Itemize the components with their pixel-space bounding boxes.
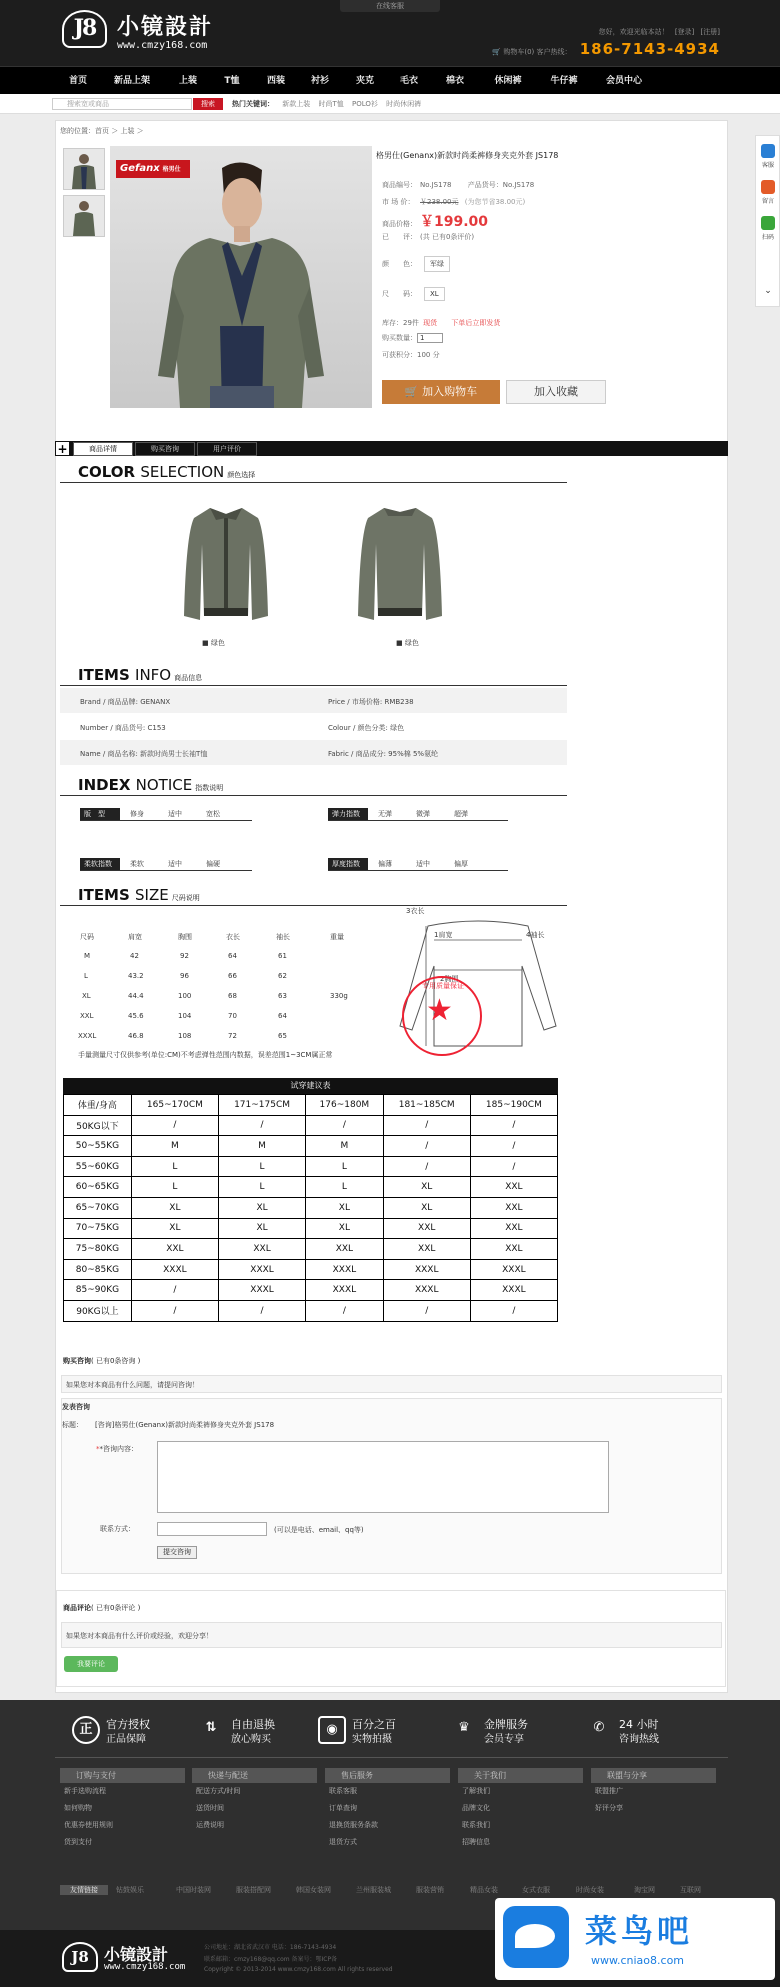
fit-cell: XXL [218, 1239, 305, 1260]
footer-link[interactable]: 如何购物 [64, 1804, 92, 1812]
phone-number: 186-7143-4934 [579, 40, 720, 58]
footer-link[interactable]: 退货方式 [329, 1838, 357, 1846]
footer-copyright: Copyright © 2013-2014 www.cmzy168.com All rights reserved [204, 1966, 393, 1973]
friend-links: 友情链接 钻鼓娱乐 中国时装网 服装搭配网 韩国女装网 兰州服装城 服装营销 精品女装 女式衣服 时尚女装 淘宝网 互联网 [60, 1880, 728, 1910]
side-service[interactable]: 客服 [759, 144, 777, 169]
fit-cell: / [470, 1300, 557, 1321]
fit-cell: 50~55KG [64, 1136, 132, 1157]
fit-cell: / [218, 1300, 305, 1321]
review-heading: 商品评论( 已有0条评论 ) [63, 1604, 141, 1612]
submit-consult-button[interactable]: 提交咨询 [157, 1546, 197, 1559]
consult-content-label: **咨询内容： [96, 1445, 138, 1453]
fit-cell: / [470, 1156, 557, 1177]
fit-row [64, 1239, 558, 1260]
footer-link[interactable]: 订单查询 [329, 1804, 357, 1812]
fit-cell: M [218, 1136, 305, 1157]
fit-row [64, 1300, 558, 1321]
bird-icon [503, 1906, 569, 1968]
footer-col-aftersale: 售后服务 联系客服 订单查询 退换货服务条款 退货方式 [325, 1768, 450, 1851]
footer-address: 公司地址：湖北省武汉市 电话：186-7143-4934 [204, 1944, 337, 1951]
size-row: XXXL 46.8 108 72 65 [78, 1032, 287, 1040]
plus-icon[interactable]: + [55, 441, 70, 456]
nav-item[interactable]: 夹克 [355, 76, 374, 86]
fit-cell: / [383, 1156, 470, 1177]
fit-cell: XL [218, 1197, 305, 1218]
qrcode-icon [761, 216, 775, 230]
fit-cell: / [470, 1115, 557, 1136]
fit-cell: XXL [470, 1218, 557, 1239]
fit-row [64, 1115, 558, 1136]
side-qrcode[interactable]: 扫码 [759, 216, 777, 241]
hot-keywords [232, 99, 421, 109]
fit-row [64, 1136, 558, 1157]
consult-content-textarea[interactable] [157, 1441, 609, 1513]
product-sku-row: 商品编号： No.JS178 产品货号：No.JS178 [382, 181, 535, 189]
fit-row [64, 1177, 558, 1198]
fit-cell: XL [131, 1218, 218, 1239]
fit-cell: XXXL [218, 1259, 305, 1280]
friend-link[interactable]: 钻鼓娱乐 [116, 1886, 144, 1894]
fit-cell: L [131, 1156, 218, 1177]
fit-table [63, 1078, 558, 1322]
friend-link[interactable]: 服装搭配网 [236, 1886, 271, 1894]
fit-table-body [64, 1095, 558, 1322]
color-row: 颜 色： 军绿 [382, 256, 450, 272]
fit-cell: / [383, 1115, 470, 1136]
authorized-icon: 正 [72, 1716, 100, 1744]
footer-col-about: 关于我们 了解我们 品牌文化 联系我们 招聘信息 [458, 1768, 583, 1851]
main-nav [0, 66, 780, 94]
fit-cell: L [131, 1177, 218, 1198]
footer-col-share: 联盟与分享 联盟推广 好评分享 [591, 1768, 716, 1817]
user-icon [761, 144, 775, 158]
fit-cell: M [131, 1136, 218, 1157]
user-links [595, 27, 720, 37]
consult-title-label: 标题： [咨询]格男仕(Genanx)新款时尚柔裤修身夹克外套 JS178 [62, 1421, 275, 1429]
search-input[interactable]: 搜索宽或商品 [52, 98, 192, 110]
hot-keyword[interactable]: 时尚T恤 [318, 100, 344, 108]
review-prompt-box: 如果您对本商品有什么评价或经验，欢迎分享！ [61, 1622, 722, 1648]
fit-cell: M [306, 1136, 384, 1157]
info-row: Number / 商品货号: C153 Colour / 颜色分类: 绿色 [60, 714, 567, 740]
sale-price-row: 商品价格： ￥199.00 [382, 214, 489, 230]
add-favorite-button[interactable]: 加入收藏 [506, 380, 606, 404]
footer-link[interactable]: 优惠券使用规则 [64, 1821, 113, 1829]
nav-item[interactable]: 首页 [68, 76, 87, 86]
chevron-down-icon[interactable]: ⌄ [764, 286, 772, 296]
color-label: ■ 绿色 [202, 639, 225, 647]
fit-cell: / [218, 1115, 305, 1136]
fit-cell: XXXL [131, 1259, 218, 1280]
section-size-title: ITEMS SIZE 尺码说明 [78, 886, 200, 904]
size-row: XL 44.4 100 68 63 330g [82, 992, 348, 1000]
contact-label: 联系方式： [100, 1525, 135, 1533]
quality-stamp: 专用质量保证 ★ [402, 976, 482, 1056]
tab-consult[interactable]: 购买咨询 [135, 442, 195, 456]
friend-link[interactable]: 女式衣服 [522, 1886, 550, 1894]
fit-cell: XL [383, 1197, 470, 1218]
fit-cell: XXXL [218, 1280, 305, 1301]
size-diagram: 3衣长 4袖长 1肩宽 2胸围 [398, 906, 558, 1056]
add-to-cart-button[interactable]: 🛒 加入购物车 [382, 380, 500, 404]
fit-cell: XL [306, 1197, 384, 1218]
friend-link[interactable]: 时尚女装 [576, 1886, 604, 1894]
fit-cell: / [383, 1136, 470, 1157]
section-info-title: ITEMS INFO 商品信息 [78, 666, 203, 684]
friend-link[interactable]: 韩国女装网 [296, 1886, 331, 1894]
footer-link[interactable]: 品牌文化 [462, 1804, 490, 1812]
fit-cell: 70~75KG [64, 1218, 132, 1239]
fit-cell: 165~170CM [131, 1095, 218, 1116]
phone-label: 客户热线： [536, 48, 572, 56]
fit-cell: 55~60KG [64, 1156, 132, 1177]
footer-link[interactable]: 运费说明 [196, 1821, 224, 1829]
footer-link[interactable]: 退换货服务条款 [329, 1821, 378, 1829]
fit-cell: / [383, 1300, 470, 1321]
fit-row [64, 1259, 558, 1280]
footer-link[interactable]: 配送方式/时间 [196, 1787, 241, 1795]
footer-link[interactable]: 联盟推广 [595, 1787, 623, 1795]
online-service-tab[interactable]: 在线客服 [340, 0, 440, 12]
nav-item[interactable]: 会员中心 [605, 76, 642, 86]
logo-cn: 小镜設計 [117, 15, 214, 40]
contact-input[interactable] [157, 1522, 267, 1536]
logo-en: www.cmzy168.com [117, 40, 208, 51]
fit-cell: 185~190CM [470, 1095, 557, 1116]
product-main-image[interactable] [110, 146, 372, 408]
footer-link[interactable]: 联系我们 [462, 1821, 490, 1829]
index-thickness: 厚度指数 偏薄 适中 偏厚 [328, 858, 482, 870]
fit-cell: L [218, 1156, 305, 1177]
contact-hint: (可以是电话、email、qq等) [274, 1526, 364, 1534]
index-softness: 柔软指数 柔软 适中 偏硬 [80, 858, 234, 870]
fit-cell: XXXL [306, 1280, 384, 1301]
hot-keyword[interactable]: POLO衫 [351, 100, 378, 108]
phone-icon: ✆ [593, 1720, 605, 1735]
info-row: Brand / 商品品牌: GENANX Price / 市场价格: RMB238 [60, 688, 567, 714]
fit-cell: XL [131, 1197, 218, 1218]
qty-input[interactable]: 1 [417, 333, 443, 343]
nav-item[interactable]: 牛仔裤 [550, 76, 578, 86]
side-float-bar [755, 135, 780, 307]
fit-cell: 85~90KG [64, 1280, 132, 1301]
sale-price: ￥199.00 [420, 214, 489, 230]
size-header-row: 尺码 肩宽 胸围 衣长 袖长 重量 [80, 933, 344, 941]
return-icon: ⇅ [205, 1720, 217, 1735]
fit-cell: 90KG以上 [64, 1300, 132, 1321]
nav-item[interactable]: 上装 [178, 76, 197, 86]
product-thumbnail[interactable] [63, 195, 105, 237]
friend-link[interactable]: 服装营销 [416, 1886, 444, 1894]
size-row: XXL 45.6 104 70 64 [80, 1012, 287, 1020]
nav-item[interactable]: 西装 [266, 76, 285, 86]
info-row: Name / 商品名称: 新款时尚男士长袖T恤 Fabric / 商品成分: 95%棉 5%氨纶 [60, 740, 567, 766]
product-title: 格男仕(Genanx)新款时尚柔裤修身夹克外套 JS178 [376, 151, 559, 160]
color-label: ■ 绿色 [396, 639, 419, 647]
fit-cell: 176~180M [306, 1095, 384, 1116]
fit-cell: XXL [470, 1177, 557, 1198]
nav-item[interactable]: 棉衣 [445, 76, 464, 86]
register-link[interactable]: [注册] [700, 28, 720, 36]
jacket-front-image [180, 504, 272, 624]
fit-cell: / [131, 1280, 218, 1301]
qty-row: 购买数量： 1 [382, 333, 443, 343]
camera-icon: ◉ [318, 1716, 346, 1744]
fit-cell: L [218, 1177, 305, 1198]
watermark-logo: 菜鸟吧 www.cniao8.com [495, 1898, 775, 1980]
fit-cell: 50KG以下 [64, 1115, 132, 1136]
cart-icon: 🛒 [404, 385, 423, 398]
fit-cell: XXL [470, 1197, 557, 1218]
nav-item[interactable]: 衬衫 [310, 76, 329, 86]
fit-cell: XXXL [306, 1259, 384, 1280]
points-row: 可获积分：100 分 [382, 351, 440, 359]
fit-cell: XXXL [383, 1280, 470, 1301]
footer-link[interactable]: 新手选购流程 [64, 1787, 106, 1795]
section-divider [60, 795, 567, 796]
fit-row [64, 1197, 558, 1218]
fit-cell: / [306, 1115, 384, 1136]
footer-link[interactable]: 了解我们 [462, 1787, 490, 1795]
friend-link[interactable]: 兰州服装城 [356, 1886, 391, 1894]
size-option[interactable]: XL [424, 287, 445, 301]
footer-col-delivery: 快递与配送 配送方式/时间 送货时间 运费说明 [192, 1768, 317, 1834]
nav-item[interactable]: 毛衣 [399, 76, 418, 86]
cart-phone [492, 40, 720, 58]
logo-mark: J8 [62, 10, 107, 48]
friend-link[interactable]: 精品女装 [470, 1886, 498, 1894]
info-table [60, 688, 567, 766]
nav-item[interactable]: 休闲裤 [494, 76, 522, 86]
stock-row: 库存：29件 现货 下单后立即发货 [382, 319, 501, 327]
friend-link[interactable]: 淘宝网 [634, 1886, 655, 1894]
fit-cell: XXL [470, 1239, 557, 1260]
jacket-back-image [354, 504, 446, 624]
fit-row [64, 1156, 558, 1177]
detail-tabs [55, 441, 728, 456]
breadcrumb: 您的位置：首页 ＞ 上装 ＞ [60, 127, 144, 135]
section-color-title: COLOR SELECTION 颜色选择 [78, 463, 256, 481]
fit-row [64, 1218, 558, 1239]
search-bar [0, 94, 780, 114]
footer-col-order: 订购与支付 新手选购流程 如何购物 优惠券使用规则 货到支付 [60, 1768, 185, 1851]
consult-heading: 购买咨询( 已有0条咨询 ) [63, 1357, 141, 1365]
footer-contact: 联系邮箱：cmzy168@qq.com 备案号：鄂ICP备 [204, 1956, 338, 1963]
fit-cell: XXL [131, 1239, 218, 1260]
product-thumbnail[interactable] [63, 148, 105, 190]
fit-cell: XXXL [470, 1280, 557, 1301]
fit-header-row [64, 1095, 558, 1116]
index-stretch: 弹力指数 无弹 微弹 超弹 [328, 808, 482, 820]
footer-link[interactable]: 招聘信息 [462, 1838, 490, 1846]
search-button[interactable]: 搜索 [193, 98, 223, 110]
market-price-row: 市 场 价： ￥238.00元 (为您节省38.00元) [382, 198, 526, 206]
consult-form-heading: 发表咨询 [62, 1403, 90, 1411]
fit-cell: / [131, 1300, 218, 1321]
nav-item[interactable]: 新品上架 [113, 76, 150, 86]
size-table [78, 926, 356, 1046]
fit-cell: 60~65KG [64, 1177, 132, 1198]
tab-reviews[interactable]: 用户评价 [197, 442, 257, 456]
nav-item[interactable]: T恤 [224, 76, 240, 86]
side-message[interactable]: 留言 [759, 180, 777, 205]
fit-cell: 80~85KG [64, 1259, 132, 1280]
fit-cell: / [131, 1115, 218, 1136]
section-divider [60, 685, 567, 686]
fit-cell: 体重/身高 [64, 1095, 132, 1116]
star-icon: ★ [426, 993, 453, 1028]
fit-table-caption: 试穿建议表 [63, 1078, 558, 1094]
member-icon: ♛ [458, 1720, 470, 1735]
size-note: 手量测量尺寸仅供参考(单位:CM)不考虑弹性范围内数据，误差范围1~3CM属正常 [78, 1051, 333, 1059]
fit-cell: 65~70KG [64, 1197, 132, 1218]
brand-badge: Gefanx 格男仕 [116, 160, 190, 178]
rating-link[interactable]: (共 已有0条评价) [420, 233, 475, 241]
cart-icon[interactable]: 🛒 [492, 48, 502, 56]
index-fit: 版 型 修身 适中 宽松 [80, 808, 234, 820]
size-row: L 43.2 96 66 62 [84, 972, 287, 980]
color-option[interactable]: 军绿 [424, 256, 450, 272]
footer-link[interactable]: 送货时间 [196, 1804, 224, 1812]
hot-label: 热门关键词： [232, 100, 274, 108]
friend-link[interactable]: 中国时装网 [176, 1886, 211, 1894]
fit-cell: XXL [383, 1218, 470, 1239]
rating-row: 已 评： (共 已有0条评价) [382, 233, 475, 241]
fit-cell: XL [218, 1218, 305, 1239]
login-link[interactable]: [登录] [674, 28, 695, 36]
model-illustration [110, 146, 372, 408]
size-row: M 42 92 64 61 [84, 952, 287, 960]
tab-details[interactable]: 商品详情 [73, 442, 133, 456]
section-index-title: INDEX NOTICE 指数说明 [78, 776, 224, 794]
fit-cell: 75~80KG [64, 1239, 132, 1260]
fit-cell: XL [383, 1177, 470, 1198]
hot-keyword[interactable]: 时尚休闲裤 [386, 100, 422, 108]
fit-cell: XXL [383, 1239, 470, 1260]
fit-cell: 171~175CM [218, 1095, 305, 1116]
welcome-text: 您好，欢迎光临本站！ [598, 28, 669, 36]
cart-link[interactable]: 购物车(0) [503, 48, 535, 56]
fit-row [64, 1280, 558, 1301]
fit-cell: L [306, 1177, 384, 1198]
fit-cell: XL [306, 1218, 384, 1239]
fit-cell: XXL [306, 1239, 384, 1260]
message-icon [761, 180, 775, 194]
footer-link[interactable]: 联系客服 [329, 1787, 357, 1795]
fit-cell: L [306, 1156, 384, 1177]
friend-link[interactable]: 互联网 [680, 1886, 701, 1894]
size-row: 尺 码： XL [382, 287, 445, 301]
footer-link[interactable]: 货到支付 [64, 1838, 92, 1846]
footer-link[interactable]: 好评分享 [595, 1804, 623, 1812]
fit-cell: / [306, 1300, 384, 1321]
fit-cell: XXXL [383, 1259, 470, 1280]
section-divider [60, 482, 567, 483]
fit-cell: XXXL [470, 1259, 557, 1280]
consult-prompt-box: 如果您对本商品有什么问题，请提问咨询！ [61, 1375, 722, 1393]
write-review-button[interactable]: 我要评论 [64, 1656, 118, 1672]
fit-cell: / [470, 1136, 557, 1157]
fit-cell: 181~185CM [383, 1095, 470, 1116]
hot-keyword[interactable]: 新款上装 [282, 100, 311, 108]
